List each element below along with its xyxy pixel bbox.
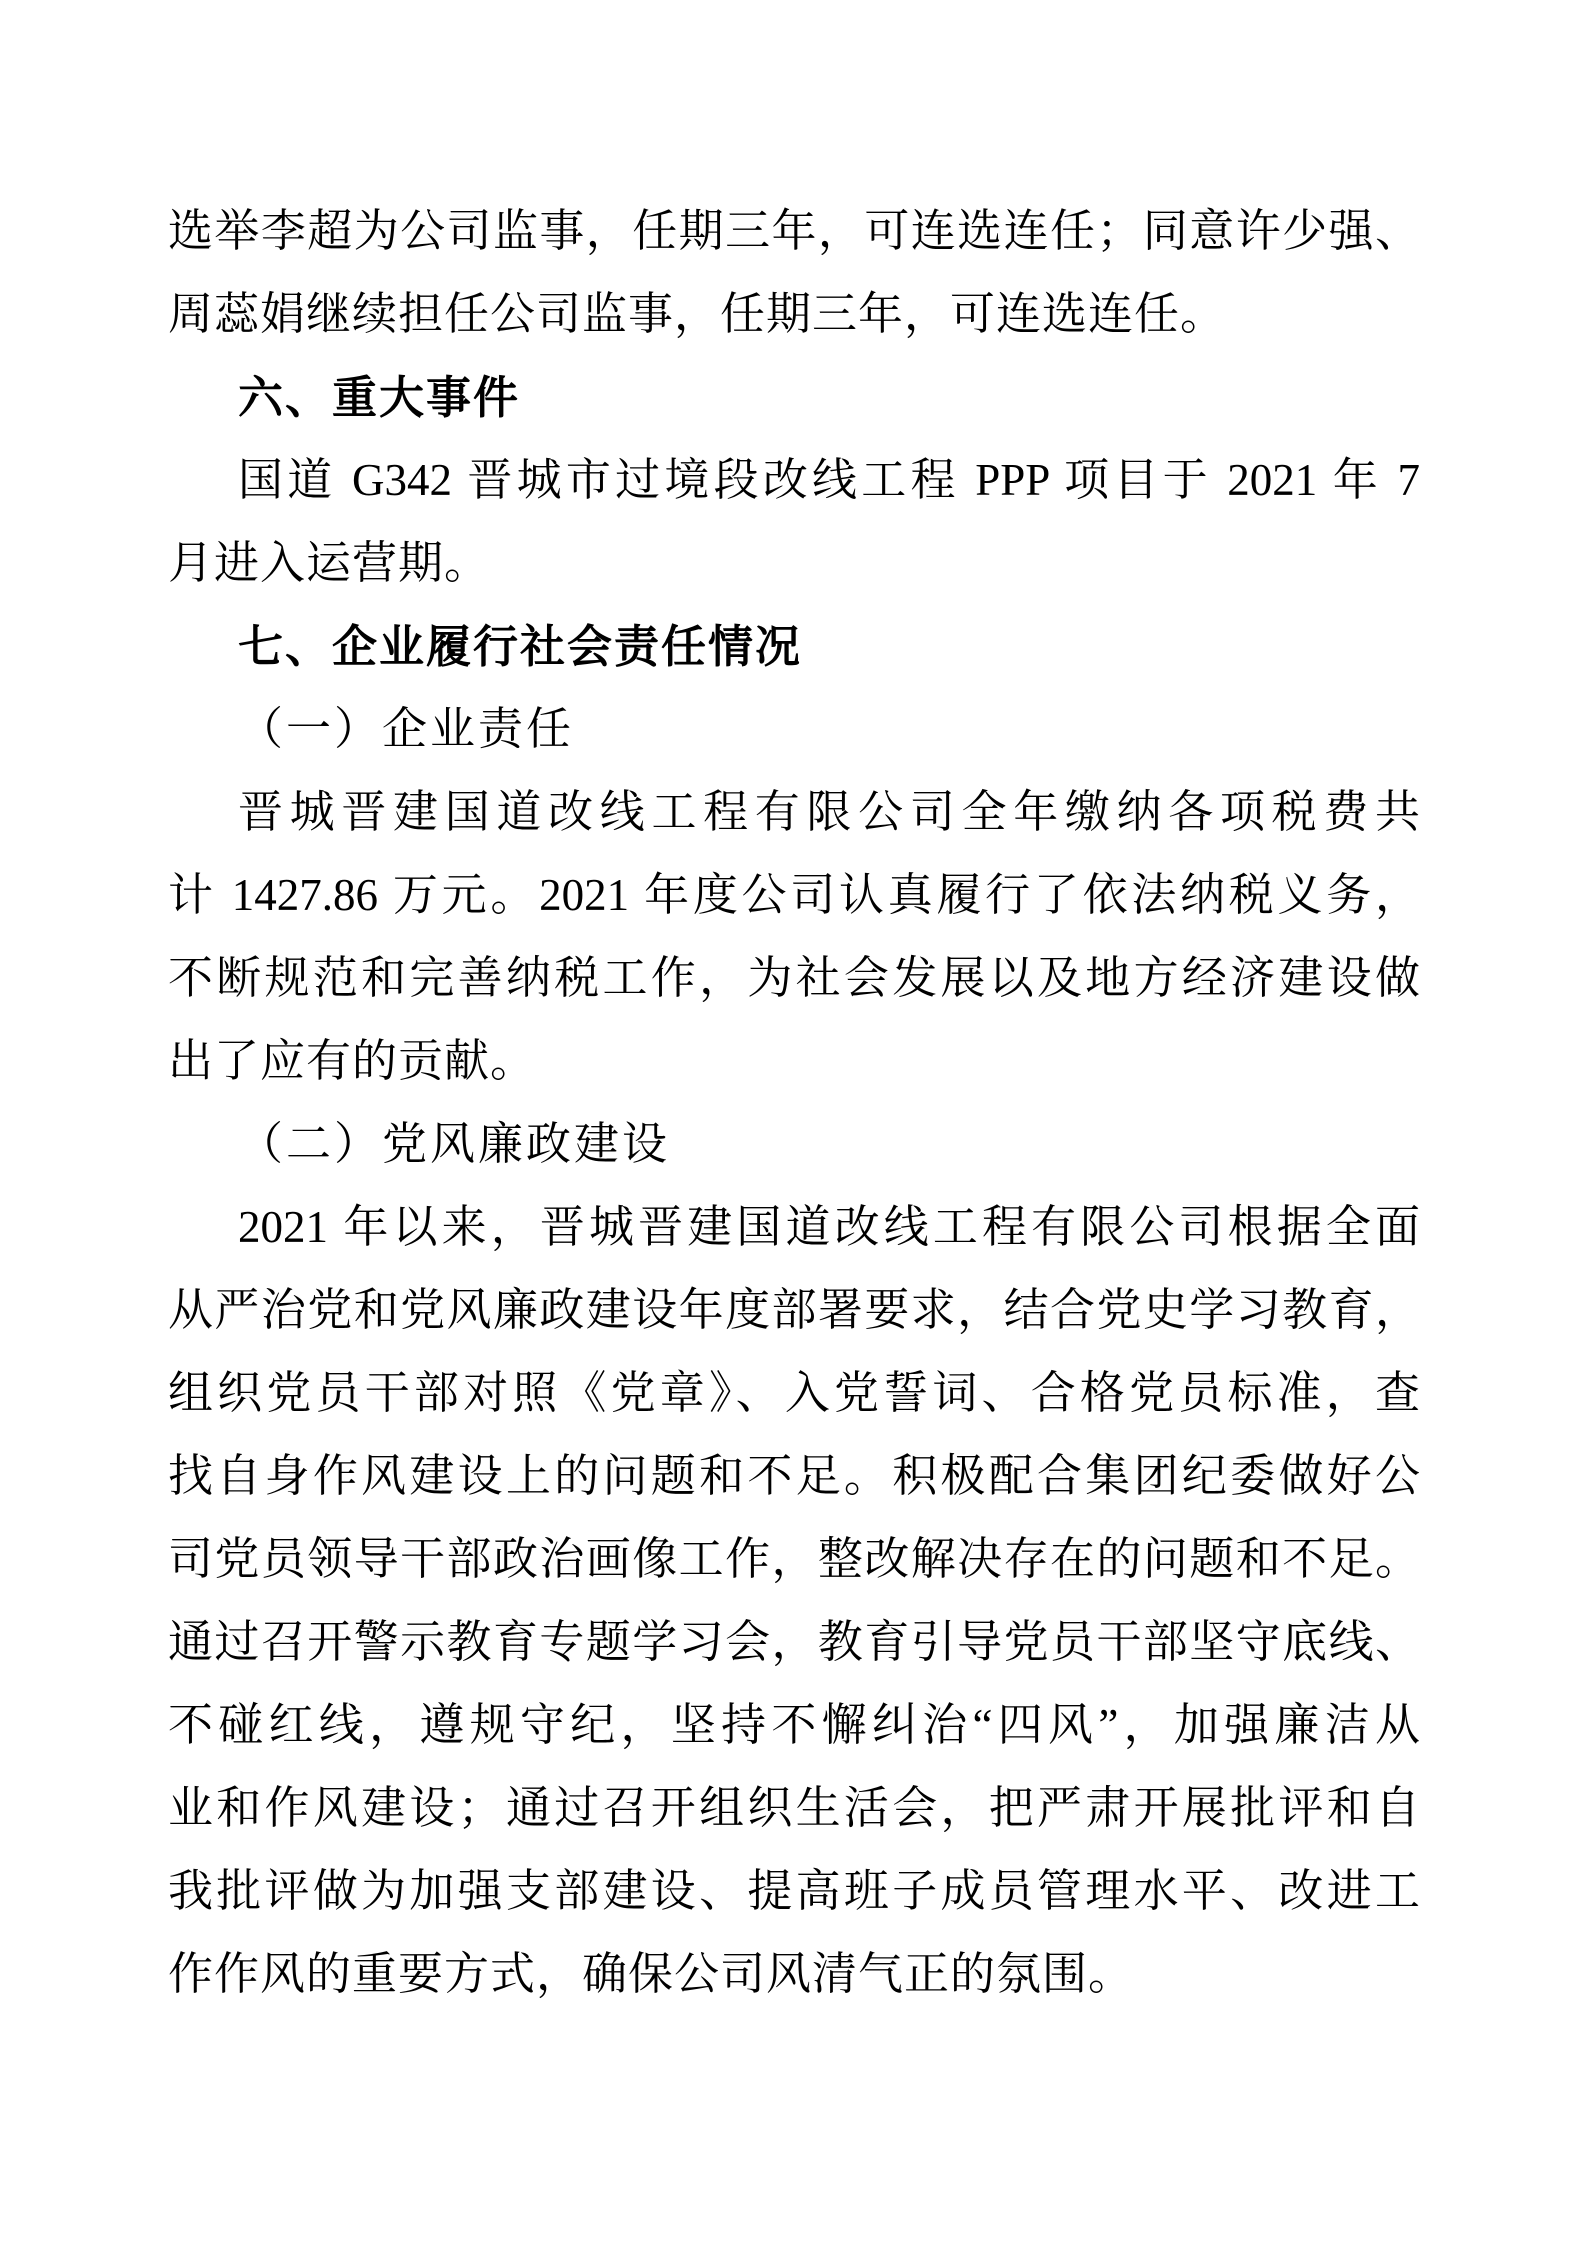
paragraph-line: 组织党员干部对照《党章》、入党誓词、合格党员标准，查 [168, 1368, 1420, 1418]
paragraph-line: 我批评做为加强支部建设、提高班子成员管理水平、改进工 [168, 1866, 1420, 1916]
paragraph-line: 晋城晋建国道改线工程有限公司全年缴纳各项税费共 [238, 787, 1420, 837]
paragraph-line: 周蕊娟继续担任公司监事，任期三年，可连选连任。 [168, 289, 1227, 339]
paragraph-line: 司党员领导干部政治画像工作，整改解决存在的问题和不足。 [168, 1534, 1420, 1584]
paragraph-line: 不碰红线，遵规守纪，坚持不懈纠治“四风”，加强廉洁从 [168, 1700, 1420, 1750]
subsection-heading: （一）企业责任 [238, 704, 575, 754]
paragraph-line: 业和作风建设；通过召开组织生活会，把严肃开展批评和自 [168, 1783, 1420, 1833]
paragraph-line: 选举李超为公司监事，任期三年，可连选连任；同意许少强、 [168, 206, 1420, 256]
paragraph-line: 月进入运营期。 [168, 538, 491, 588]
section-heading: 六、重大事件 [238, 372, 521, 423]
section-heading: 七、企业履行社会责任情况 [238, 621, 803, 672]
paragraph-line: 出了应有的贡献。 [168, 1036, 537, 1086]
paragraph-line: 2021 年以来，晋城晋建国道改线工程有限公司根据全面 [238, 1202, 1420, 1252]
paragraph-line: 作作风的重要方式，确保公司风清气正的氛围。 [168, 1949, 1135, 1999]
subsection-heading: （二）党风廉政建设 [238, 1119, 671, 1169]
paragraph-line: 通过召开警示教育专题学习会，教育引导党员干部坚守底线、 [168, 1617, 1420, 1667]
paragraph-line: 找自身作风建设上的问题和不足。积极配合集团纪委做好公 [168, 1451, 1420, 1501]
paragraph-line: 从严治党和党风廉政建设年度部署要求，结合党史学习教育， [168, 1285, 1420, 1335]
paragraph-line: 国道 G342 晋城市过境段改线工程 PPP 项目于 2021 年 7 [238, 455, 1420, 505]
paragraph-line: 计 1427.86 万元。2021 年度公司认真履行了依法纳税义务， [168, 870, 1420, 920]
paragraph-line: 不断规范和完善纳税工作，为社会发展以及地方经济建设做 [168, 953, 1420, 1003]
